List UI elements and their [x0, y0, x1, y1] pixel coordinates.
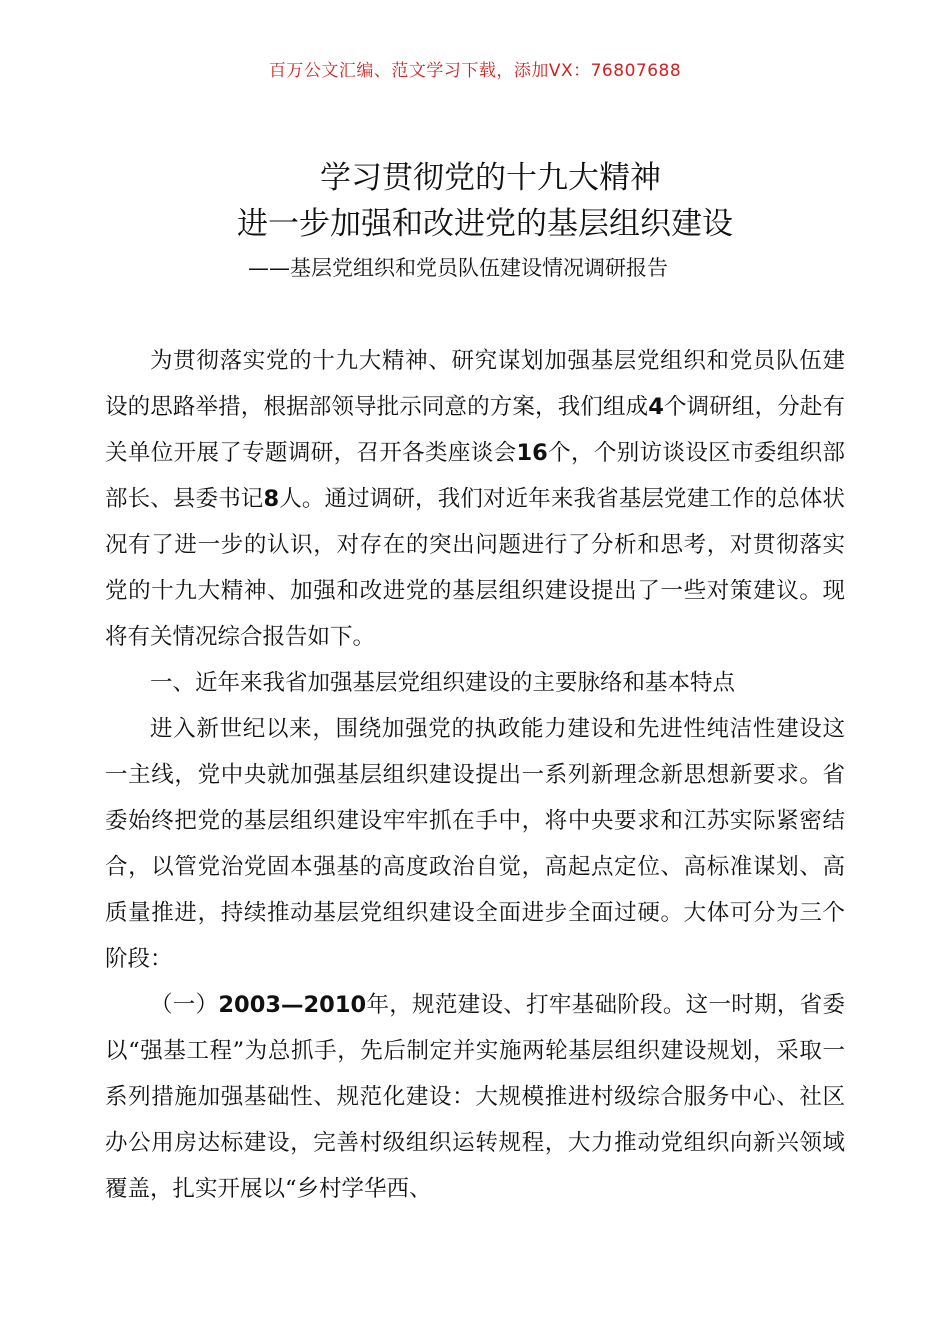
intro-text-4: 人。通过调研，我们对近年来我省基层党建工作的总体状况有了进一步的认识，对存在的突出问题进行了分析和思考，对贯彻落实党的十九大精神、加强和改进党的基层组织建设提出了一些对策建议。现将有关情况综合报告如下。: [105, 486, 845, 650]
intro-number-interviews: 8: [263, 486, 280, 512]
intro-number-meetings: 16: [516, 440, 548, 466]
title-line-2: 进一步加强和改进党的基层组织建设: [237, 206, 733, 242]
title-block: [0, 155, 950, 285]
intro-text-3: 个，个别访谈设区市委组织部部长、县委书记: [105, 440, 845, 512]
intro-number-groups: 4: [648, 394, 664, 420]
paragraph-stage-1: [105, 982, 845, 1212]
subtitle: ——基层党组织和党员队伍建设情况调研报告: [248, 256, 668, 280]
body-text: [105, 338, 845, 1212]
intro-text-1: 为贯彻落实党的十九大精神、研究谋划加强基层党组织和党员队伍建设的思路举措，根据部领导批示同意的方案，我们组成: [105, 348, 845, 420]
stage-1-years: 2003—2010: [218, 992, 367, 1018]
paragraph-overview: 进入新世纪以来，围绕加强党的执政能力建设和先进性纯洁性建设这一主线，党中央就加强基层组织建设提出一系列新理念新思想新要求。省委始终把党的基层组织建设牢牢抓在手中，将中央要求和江苏实际紧密结合，以管党治党固本强基的高度政治自觉，高起点定位、高标准谋划、高质量推进，持续推动基层党组织建设全面进步全面过硬。大体可分为三个阶段：: [105, 716, 845, 972]
section-heading-1: 一、近年来我省加强基层党组织建设的主要脉络和基本特点: [150, 670, 736, 696]
stage-1-text: 年，规范建设、打牢基础阶段。这一时期，省委以“强基工程”为总抓手，先后制定并实施两轮基层组织建设规划，采取一系列措施加强基础性、规范化建设：大规模推进村级综合服务中心、社区办公用房达标建设，完善村级组织运转规程，大力推动党组织向新兴领域覆盖，扎实开展以“乡村学华西、: [105, 992, 845, 1202]
intro-text-2: 个调研组，分赴有关单位开展了专题调研，召开各类座谈会: [105, 394, 845, 466]
paragraph-intro: [105, 338, 845, 660]
stage-1-prefix: （一）: [150, 992, 219, 1018]
header-note: 百万公文汇编、范文学习下载，添加VX：76807688: [268, 61, 682, 81]
title-line-1: 学习贯彻党的十九大精神: [320, 160, 661, 196]
